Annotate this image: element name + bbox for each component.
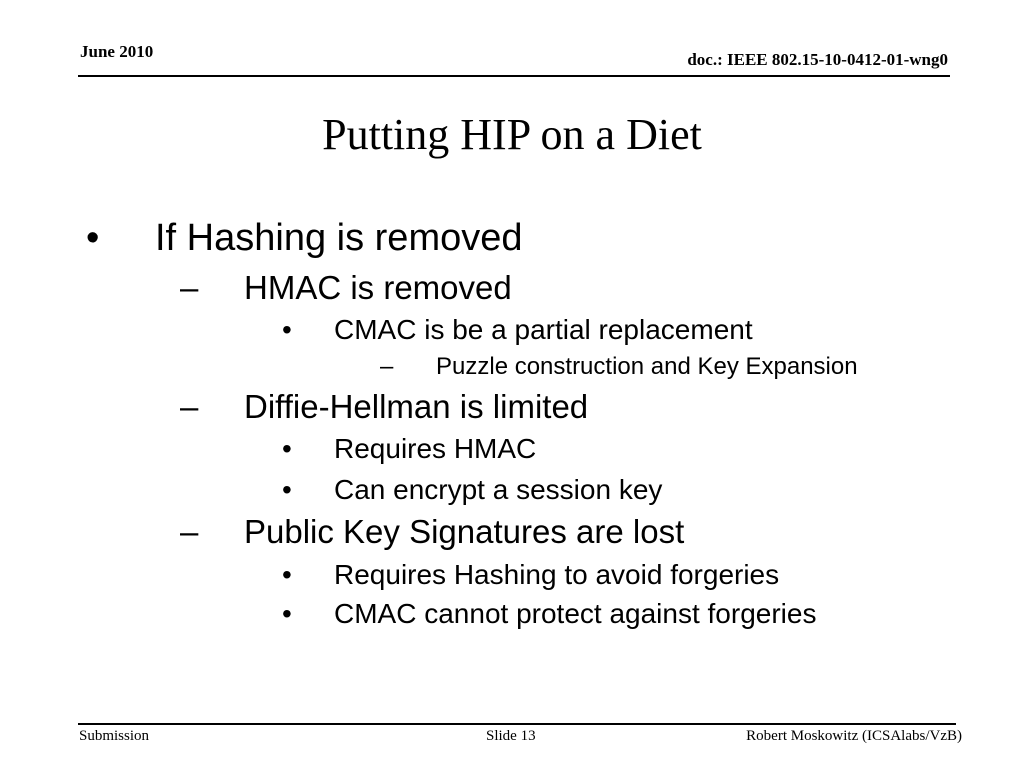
bullet-text: CMAC cannot protect against forgeries	[334, 598, 817, 629]
bullet-text: Requires Hashing to avoid forgeries	[334, 559, 780, 590]
dash-marker: –	[180, 269, 199, 306]
slide-title: Putting HIP on a Diet	[322, 110, 702, 159]
dash-marker: –	[180, 388, 199, 425]
bullet-text: HMAC is removed	[244, 269, 512, 306]
bullet-text: Public Key Signatures are lost	[244, 513, 685, 550]
bullet-text: CMAC is be a partial replacement	[334, 314, 753, 345]
bullet-text: Diffie-Hellman is limited	[244, 388, 589, 425]
bullet-text: Can encrypt a session key	[334, 474, 663, 505]
bullet-marker: •	[282, 433, 292, 464]
bullet-marker: •	[86, 217, 100, 259]
header-date: June 2010	[80, 42, 154, 61]
dash-marker: –	[380, 353, 394, 380]
dash-marker: –	[180, 513, 199, 550]
footer-submission: Submission	[79, 728, 150, 744]
bullet-marker: •	[282, 474, 292, 505]
bullet-text: Requires HMAC	[334, 433, 537, 464]
bullet-text: Puzzle construction and Key Expansion	[436, 353, 858, 380]
bullet-text: If Hashing is removed	[155, 217, 523, 259]
bullet-marker: •	[282, 598, 292, 629]
bullet-marker: •	[282, 559, 292, 590]
header-divider	[78, 75, 950, 77]
footer-divider	[78, 723, 956, 725]
footer-author: Robert Moskowitz (ICSAlabs/VzB)	[746, 728, 962, 744]
bullet-marker: •	[282, 314, 292, 345]
header-doc-id: doc.: IEEE 802.15-10-0412-01-wng0	[687, 50, 948, 69]
footer-slide-number: Slide 13	[486, 728, 536, 744]
